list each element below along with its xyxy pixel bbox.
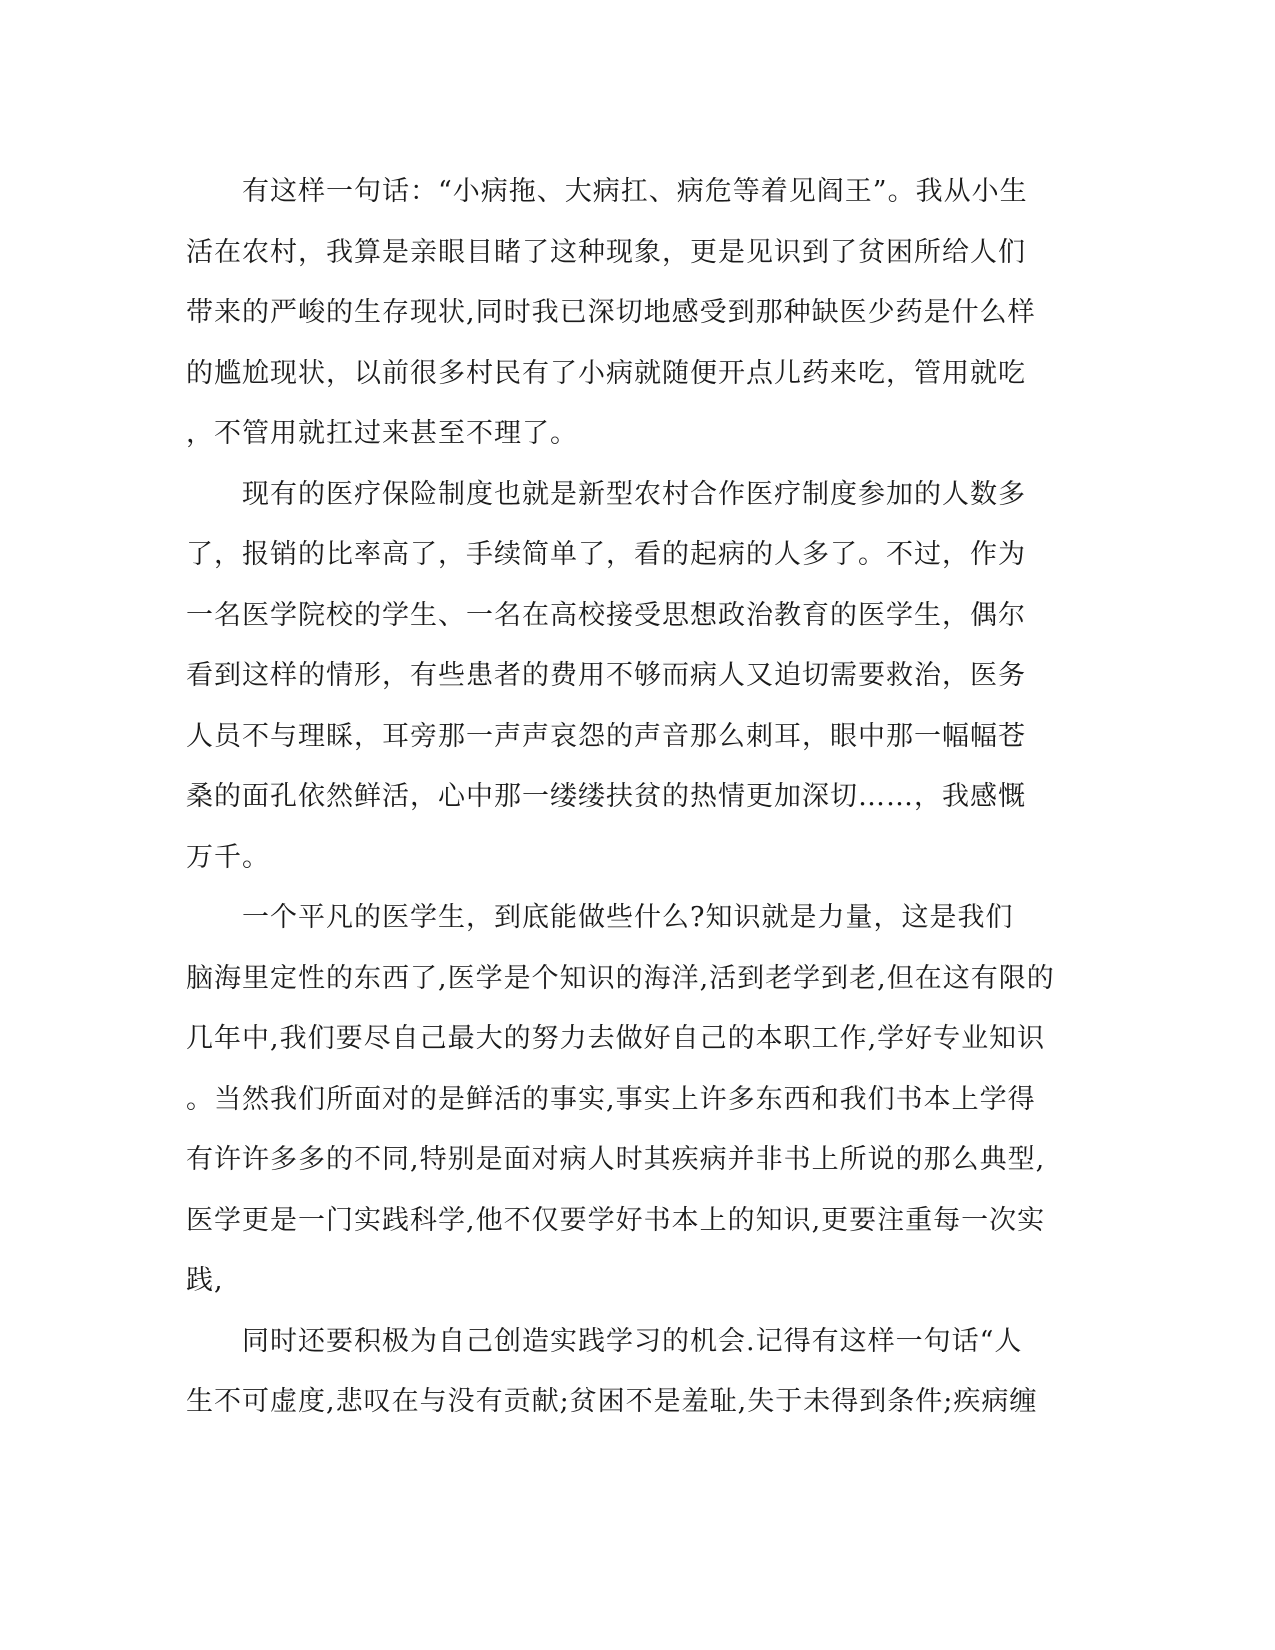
text-line: 带来的严峻的生存现状,同时我已深切地感受到那种缺医少药是什么样	[186, 297, 1036, 328]
text-line: 活在农村，我算是亲眼目睹了这种现象，更是见识到了贫困所给人们	[186, 236, 1026, 268]
text-line: 生不可虚度,悲叹在与没有贡献;贫困不是羞耻,失于未得到条件;疾病缠	[186, 1386, 1038, 1417]
text-line: 有许许多多的不同,特别是面对病人时其疾病并非书上所说的那么典型,	[186, 1144, 1046, 1175]
text-line: 。当然我们所面对的是鲜活的事实,事实上许多东西和我们书本上学得	[186, 1083, 1036, 1115]
body-text	[186, 162, 1066, 1433]
text-line: 医学更是一门实践科学,他不仅要学好书本上的知识,更要注重每一次实	[186, 1204, 1046, 1236]
text-line: 桑的面孔依然鲜活，心中那一缕缕扶贫的热情更加深切……，我感慨	[186, 781, 1026, 812]
text-line: 几年中,我们要尽自己最大的努力去做好自己的本职工作,学好专业知识	[186, 1023, 1046, 1054]
text-line: 了，报销的比率高了，手续简单了，看的起病的人多了。不过，作为	[186, 539, 1026, 570]
text-line: 现有的医疗保险制度也就是新型农村合作医疗制度参加的人数多	[186, 478, 1026, 510]
text-line: ，不管用就扛过来甚至不理了。	[186, 418, 578, 449]
text-line: 有这样一句话：“小病拖、大病扛、病危等着见阎王”。我从小生	[186, 176, 1028, 207]
text-line: 脑海里定性的东西了,医学是个知识的海洋,活到老学到老,但在这有限的	[186, 962, 1055, 994]
text-line: 同时还要积极为自己创造实践学习的机会.记得有这样一句话“人	[186, 1325, 1023, 1357]
text-line: 万千。	[186, 841, 270, 873]
text-line: 一个平凡的医学生，到底能做些什么?知识就是力量，这是我们	[186, 902, 1014, 933]
text-line: 人员不与理睬，耳旁那一声声哀怨的声音那么刺耳，眼中那一幅幅苍	[186, 720, 1026, 752]
text-line: 看到这样的情形，有些患者的费用不够而病人又迫切需要救治，医务	[186, 660, 1026, 691]
text-line: 一名医学院校的学生、一名在高校接受思想政治教育的医学生，偶尔	[186, 599, 1026, 631]
text-line: 的尴尬现状，以前很多村民有了小病就随便开点儿药来吃，管用就吃	[186, 357, 1026, 389]
text-line: 践,	[186, 1265, 224, 1296]
